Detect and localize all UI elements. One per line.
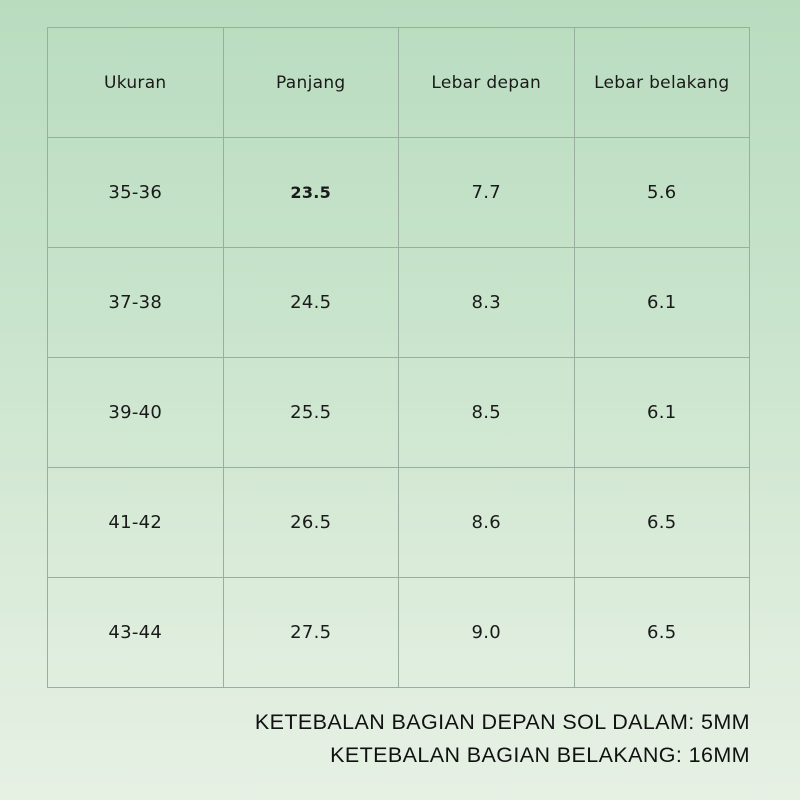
- cell-lebar-belakang: 5.6: [574, 138, 750, 248]
- cell-lebar-depan: 8.6: [399, 468, 575, 578]
- cell-panjang: 25.5: [223, 358, 399, 468]
- cell-panjang: 24.5: [223, 248, 399, 358]
- cell-ukuran: 37-38: [48, 248, 224, 358]
- back-sole-thickness-note: KETEBALAN BAGIAN BELAKANG: 16MM: [330, 743, 750, 767]
- header-ukuran: Ukuran: [48, 28, 224, 138]
- header-panjang: Panjang: [223, 28, 399, 138]
- cell-ukuran: 41-42: [48, 468, 224, 578]
- cell-panjang: 27.5: [223, 578, 399, 688]
- header-lebar-depan: Lebar depan: [399, 28, 575, 138]
- cell-lebar-belakang: 6.1: [574, 358, 750, 468]
- table-row: [48, 468, 750, 578]
- cell-ukuran: 43-44: [48, 578, 224, 688]
- table-row: [48, 138, 750, 248]
- cell-lebar-depan: 9.0: [399, 578, 575, 688]
- table-row: [48, 578, 750, 688]
- cell-lebar-belakang: 6.1: [574, 248, 750, 358]
- cell-ukuran: 39-40: [48, 358, 224, 468]
- front-sole-thickness-note: KETEBALAN BAGIAN DEPAN SOL DALAM: 5MM: [254, 710, 750, 734]
- cell-panjang: 23.5: [223, 138, 399, 248]
- table-row: [48, 248, 750, 358]
- cell-lebar-depan: 8.3: [399, 248, 575, 358]
- header-lebar-belakang: Lebar belakang: [574, 28, 750, 138]
- cell-panjang: 26.5: [223, 468, 399, 578]
- cell-lebar-depan: 7.7: [399, 138, 575, 248]
- table-row: [48, 358, 750, 468]
- thickness-notes: [255, 706, 750, 772]
- cell-ukuran: 35-36: [48, 138, 224, 248]
- table-header-row: [48, 28, 750, 138]
- size-chart-table: [47, 27, 750, 688]
- cell-lebar-depan: 8.5: [399, 358, 575, 468]
- cell-lebar-belakang: 6.5: [574, 468, 750, 578]
- cell-lebar-belakang: 6.5: [574, 578, 750, 688]
